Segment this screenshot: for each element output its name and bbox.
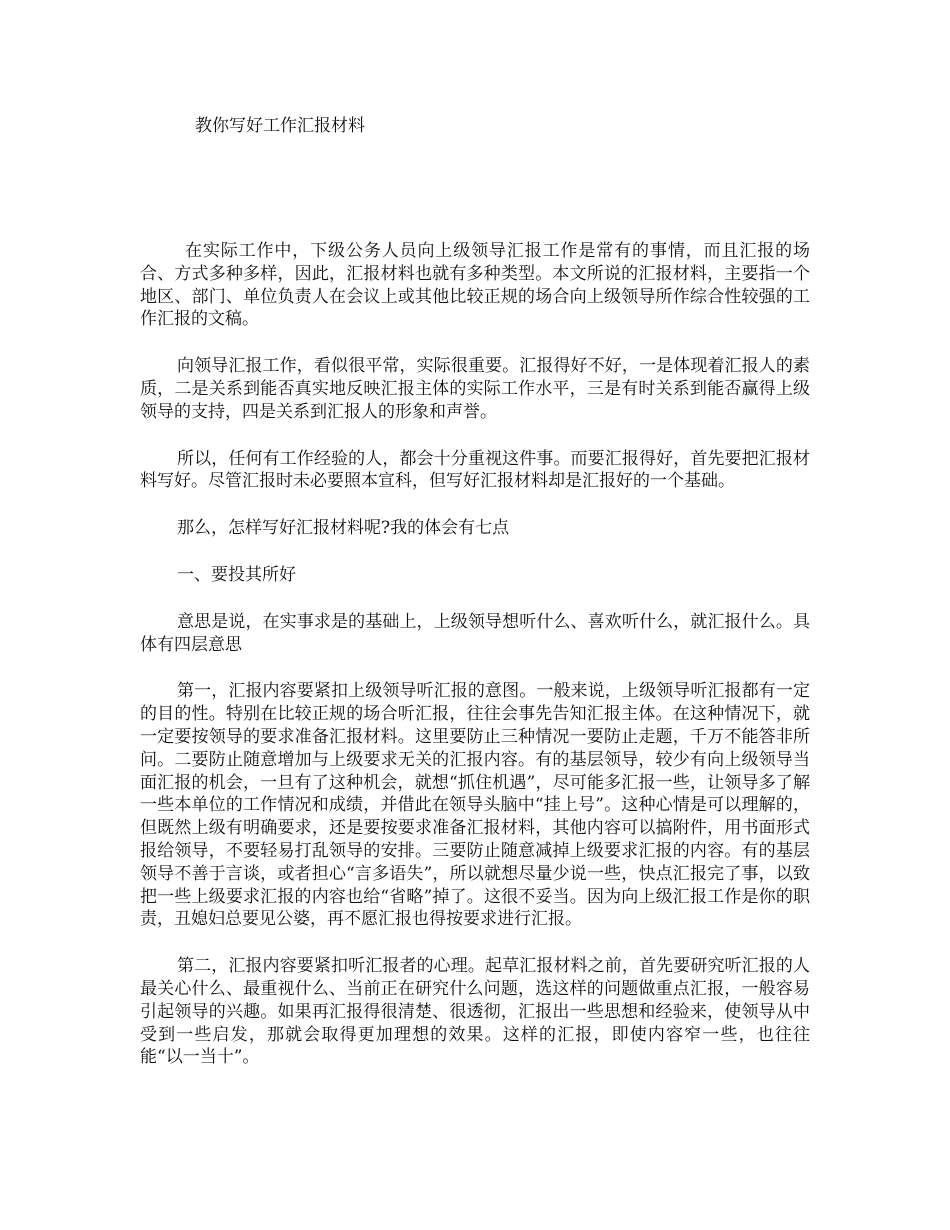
paragraph-meaning: 意思是说，在实事求是的基础上，上级领导想听什么、喜欢听什么，就汇报什么。具体有四层意思 (140, 611, 810, 655)
paragraph-question: 那么，怎样写好汇报材料呢?我的体会有七点 (177, 518, 510, 539)
paragraph-point-first: 第一，汇报内容要紧扣上级领导听汇报的意图。一般来说，上级领导听汇报都有一定的目的性。特别在比较正规的场合听汇报，往往会事先告知汇报主体。在这种情况下，就一定要按领导的要求准备汇报材料。这里要防止三种情况一要防止走题，千万不能答非所问。二要防止随意增加与上级要求无关的汇报内容。有的基层领导，较少有向上级领导当面汇报的机会，一旦有了这种机会，就想“抓住机遇”，尽可能多汇报一些，让领导多了解一些本单位的工作情况和成绩，并借此在领导头脑中“挂上号”。这种心情是可以理解的，但既然上级有明确要求，还是要按要求准备汇报材料，其他内容可以搞附件，用书面形式报给领导，不要轻易打乱领导的安排。三要防止随意减掉上级要求汇报的内容。有的基层领导不善于言谈，或者担心“言多语失”，所以就想尽量少说一些，快点汇报完了事，以致把一些上级要求汇报的内容也给“省略”掉了。这很不妥当。因为向上级汇报工作是你的职责，丑媳妇总要见公婆，再不愿汇报也得按要求进行汇报。 (140, 681, 810, 930)
document-title: 教你写好工作汇报材料 (195, 116, 365, 136)
paragraph-importance: 向领导汇报工作，看似很平常，实际很重要。汇报得好不好，一是体现着汇报人的素质，二是关系到能否真实地反映汇报主体的实际工作水平，三是有时关系到能否赢得上级领导的支持，四是关系到汇报人的形象和声誉。 (140, 356, 810, 422)
paragraph-point-second: 第二，汇报内容要紧扣听汇报者的心理。起草汇报材料之前，首先要研究听汇报的人最关心什么、最重视什么、当前正在研究什么问题，选这样的问题做重点汇报，一般容易引起领导的兴趣。如果再汇报得很清楚、很透彻，汇报出一些思想和经验来，使领导从中受到一些启发，那就会取得更加理想的效果。这样的汇报，即使内容窄一些，也往往能“以一当十”。 (140, 956, 810, 1068)
section-heading-one: 一、要投其所好 (177, 564, 296, 585)
paragraph-intro: 在实际工作中，下级公务人员向上级领导汇报工作是常有的事情，而且汇报的场合、方式多种多样，因此，汇报材料也就有多种类型。本文所说的汇报材料，主要指一个地区、部门、单位负责人在会议上或其他比较正规的场合向上级领导所作综合性较强的工作汇报的文稿。 (140, 241, 810, 330)
paragraph-emphasis: 所以，任何有工作经验的人，都会十分重视这件事。而要汇报得好，首先要把汇报材料写好。尽管汇报时未必要照本宣科，但写好汇报材料却是汇报好的一个基础。 (140, 448, 810, 492)
document-body (140, 240, 810, 1093)
